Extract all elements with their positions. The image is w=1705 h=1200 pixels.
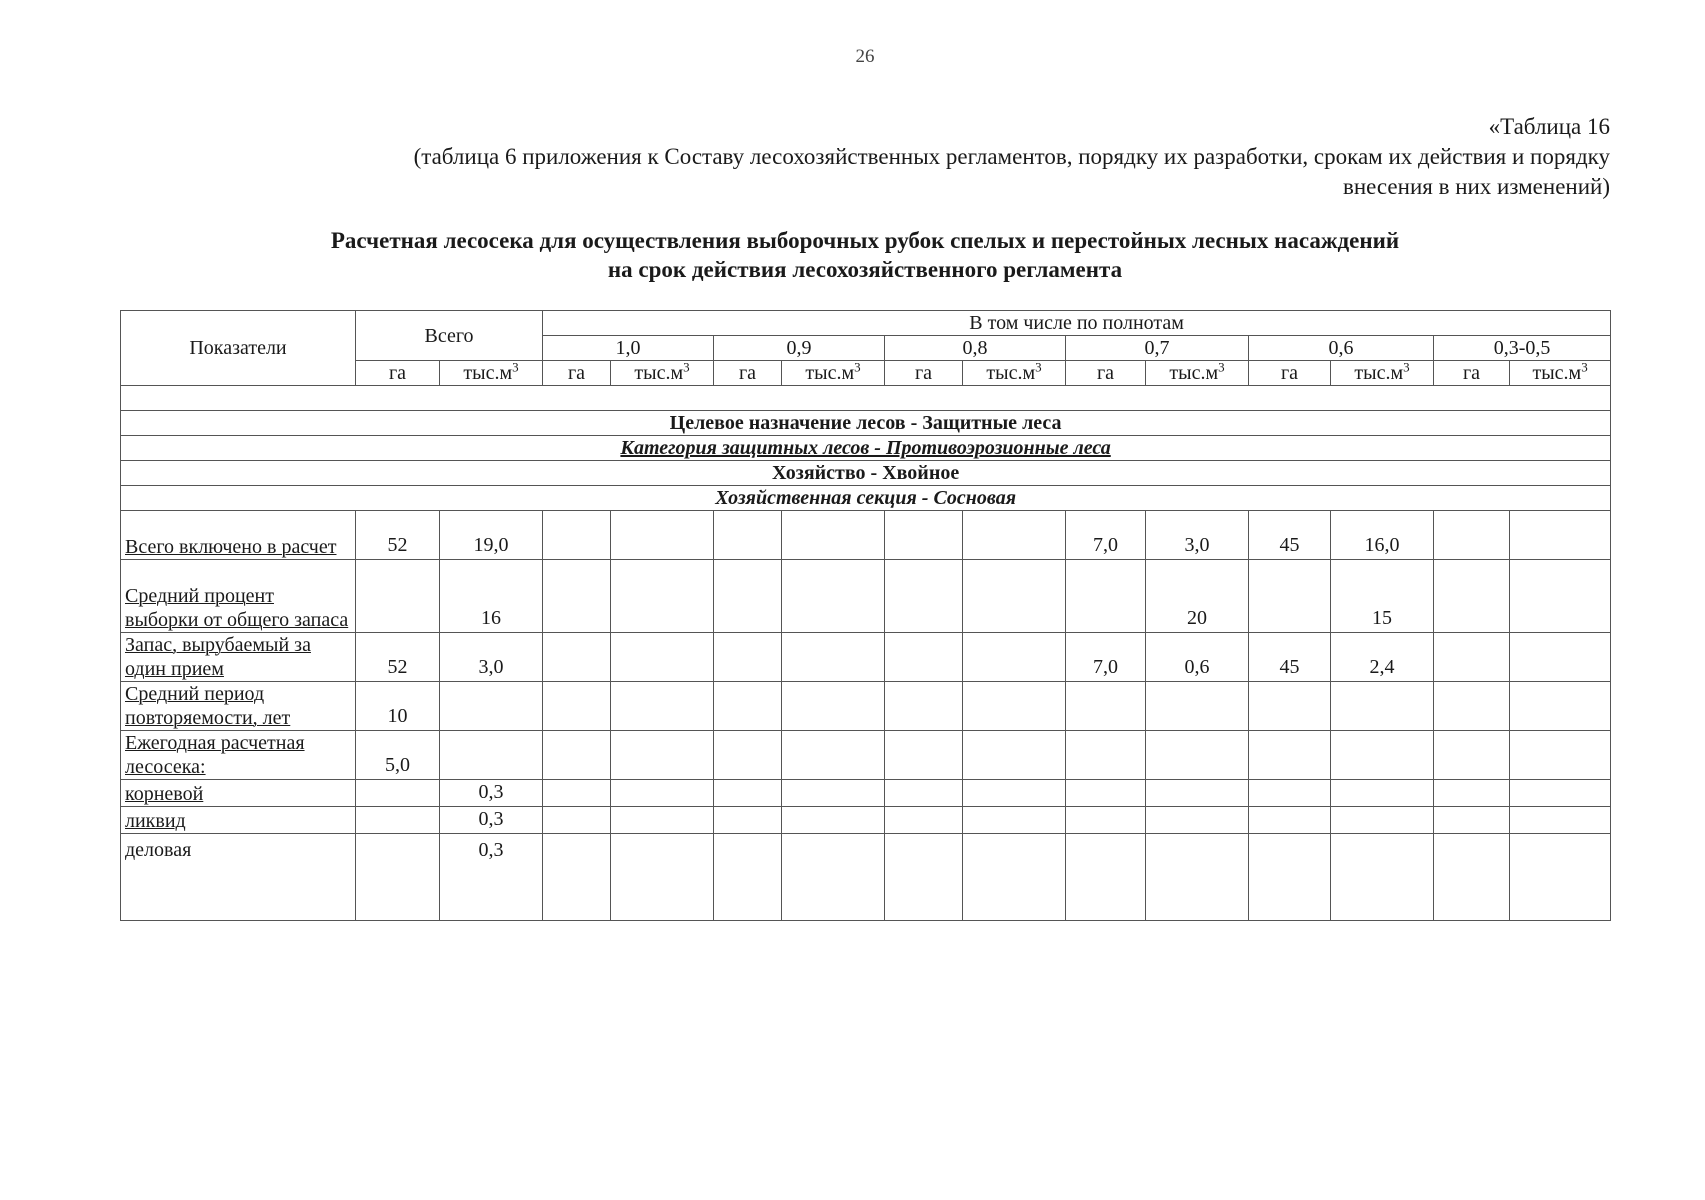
unit-ha: га xyxy=(1249,361,1331,386)
row-label: деловая xyxy=(121,834,356,921)
cell-total-vol xyxy=(440,731,543,780)
header-density: 0,7 xyxy=(1066,336,1249,361)
cell-total-vol: 19,0 xyxy=(440,511,543,560)
section-econ: Хозяйственная секция - Сосновая xyxy=(121,486,1611,511)
unit-volume: $тыс.м^3$ xyxy=(963,361,1066,386)
header-density: 0,8 xyxy=(885,336,1066,361)
row-label: Ежегодная расчетная лесосека: xyxy=(121,731,356,780)
unit-volume: $тыс.м^3$ xyxy=(611,361,714,386)
row-label: Запас, вырубаемый за один прием xyxy=(121,633,356,682)
cell-d06-ha: 45 xyxy=(1249,511,1331,560)
header-density: 0,3-0,5 xyxy=(1434,336,1611,361)
header-density: 0,6 xyxy=(1249,336,1434,361)
table-row xyxy=(121,731,1611,780)
cell-total-ha xyxy=(356,780,440,807)
section-row xyxy=(121,461,1611,486)
unit-volume: $тыс.м^3$ xyxy=(1331,361,1434,386)
unit-volume: $тыс.м^3$ xyxy=(440,361,543,386)
table-row xyxy=(121,807,1611,834)
cell-total-vol: 0,3 xyxy=(440,780,543,807)
cell-total-ha: 52 xyxy=(356,633,440,682)
cell-total-vol xyxy=(440,682,543,731)
cell-d06-ha xyxy=(1249,560,1331,633)
title-line1: Расчетная лесосека для осуществления выборочных рубок спелых и перестойных лесных насаждений xyxy=(330,228,1400,253)
unit-volume: $тыс.м^3$ xyxy=(782,361,885,386)
page-number: 26 xyxy=(855,46,875,67)
header-density: 0,9 xyxy=(714,336,885,361)
unit-ha: га xyxy=(1434,361,1510,386)
header-including: В том числе по полнотам xyxy=(543,311,1611,336)
section-row xyxy=(121,436,1611,461)
cell-d06-ha: 45 xyxy=(1249,633,1331,682)
cell-total-ha: 10 xyxy=(356,682,440,731)
row-label: Средний период повторяемости, лет xyxy=(121,682,356,731)
header-indicators: Показатели xyxy=(121,311,356,386)
unit-volume: $тыс.м^3$ xyxy=(1146,361,1249,386)
section-purpose: Целевое назначение лесов - Защитные леса xyxy=(121,411,1611,436)
unit-ha: га xyxy=(1066,361,1146,386)
section-category: Категория защитных лесов - Противоэрозионные леса xyxy=(121,436,1611,461)
cell-d07-ha xyxy=(1066,560,1146,633)
table-row xyxy=(121,682,1611,731)
header-total: Всего xyxy=(356,311,543,361)
cell-d07-vol: 0,6 xyxy=(1146,633,1249,682)
unit-ha: га xyxy=(714,361,782,386)
section-farm: Хозяйство - Хвойное xyxy=(121,461,1611,486)
cell-total-ha: 52 xyxy=(356,511,440,560)
title-line2: на срок действия лесохозяйственного регламента xyxy=(607,257,1123,282)
cell-d06-vol: 2,4 xyxy=(1331,633,1434,682)
cell-total-vol: 3,0 xyxy=(440,633,543,682)
cell-d07-ha: 7,0 xyxy=(1066,633,1146,682)
cell-total-ha xyxy=(356,834,440,921)
header-density: 1,0 xyxy=(543,336,714,361)
row-label: Средний процент выборки от общего запаса xyxy=(121,560,356,633)
cell-total-vol: 0,3 xyxy=(440,807,543,834)
table-row xyxy=(121,780,1611,807)
table-ref-line1: «Таблица 16 xyxy=(1488,114,1610,139)
cell-total-vol: 0,3 xyxy=(440,834,543,921)
section-row xyxy=(121,411,1611,436)
row-label: ликвид xyxy=(121,807,356,834)
cell-total-vol: 16 xyxy=(440,560,543,633)
document-title xyxy=(0,226,1705,284)
unit-ha: га xyxy=(543,361,611,386)
header-row-1 xyxy=(121,311,1611,336)
cell-total-ha xyxy=(356,560,440,633)
unit-ha: га xyxy=(885,361,963,386)
unit-ha: га xyxy=(356,361,440,386)
cell-d07-vol: 3,0 xyxy=(1146,511,1249,560)
table-row xyxy=(121,633,1611,682)
cell-total-ha xyxy=(356,807,440,834)
row-label: Всего включено в расчет xyxy=(121,511,356,560)
cell-total-ha: 5,0 xyxy=(356,731,440,780)
table-ref-line2: (таблица 6 приложения к Составу лесохозяйственных регламентов, порядку их разработки, срокам их действия и порядку xyxy=(413,144,1610,169)
allowable-cut-table xyxy=(120,310,1611,921)
table-reference xyxy=(170,112,1610,202)
unit-volume: $тыс.м^3$ xyxy=(1510,361,1611,386)
table-row xyxy=(121,511,1611,560)
table-row xyxy=(121,560,1611,633)
cell-d06-vol: 15 xyxy=(1331,560,1434,633)
table-row xyxy=(121,834,1611,921)
blank-row xyxy=(121,386,1611,411)
section-row xyxy=(121,486,1611,511)
cell-d06-vol: 16,0 xyxy=(1331,511,1434,560)
row-label: корневой xyxy=(121,780,356,807)
cell-d07-ha: 7,0 xyxy=(1066,511,1146,560)
cell-d07-vol: 20 xyxy=(1146,560,1249,633)
table-ref-line3: внесения в них изменений) xyxy=(1342,174,1610,199)
